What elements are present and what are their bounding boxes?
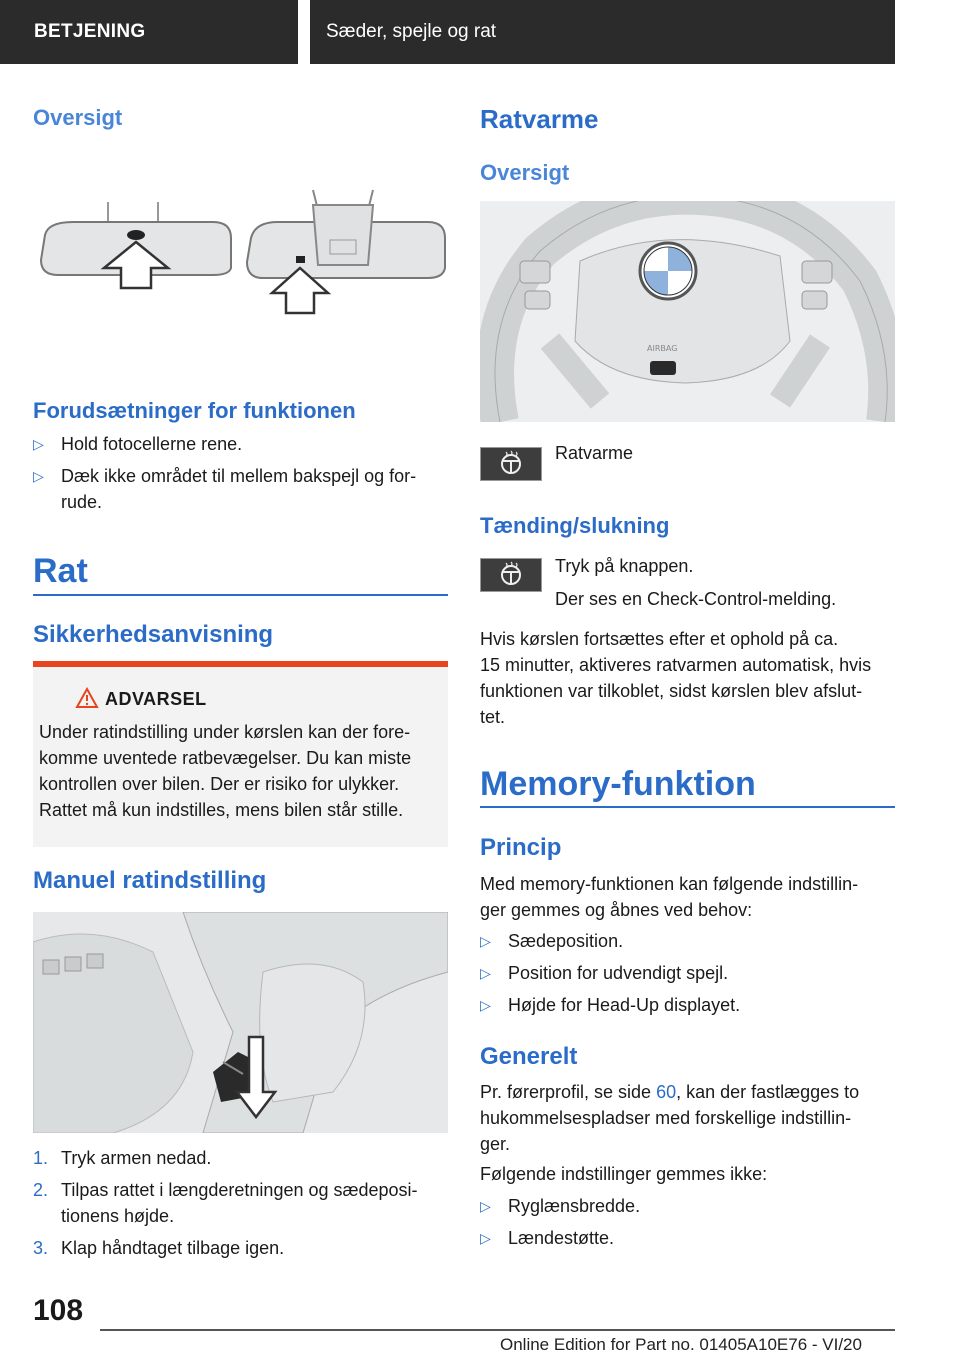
step-item: 2. Tilpas rattet i længderetningen og sædeposi- tionens højde. <box>33 1180 418 1226</box>
memory-function-heading: Memory-funktion <box>480 765 756 803</box>
steering-column-image <box>33 912 448 1133</box>
press-button-text: Tryk på knappen. <box>555 556 694 576</box>
edition-text: Online Edition for Part no. 01405A10E76 - VI/20 <box>500 1335 862 1354</box>
chapter-tab[interactable]: Sæder, spejle og rat <box>310 0 895 64</box>
warning-label: ADVARSEL <box>105 689 207 709</box>
mirror-illustration <box>33 150 448 375</box>
principle-heading: Princip <box>480 834 562 861</box>
oversigt-heading-left: Oversigt <box>33 105 123 130</box>
step-item: 3. Klap håndtaget tilbage igen. <box>33 1238 285 1258</box>
rat-heading: Rat <box>33 552 88 590</box>
page-header <box>0 0 960 66</box>
auto-activation-paragraph: Hvis kørslen fortsættes efter et ophold på ca. 15 minutter, aktiveres ratvarmen automatisk, hvis funktionen var tilkoblet, sidst kørslen blev afslut- tet. <box>480 629 872 727</box>
heated-wheel-icon <box>481 448 541 480</box>
general-text: Pr. førerprofil, se side 60, kan der fastlægges to hukommelsespladser med forskellige indstillin- ger. <box>480 1082 860 1154</box>
triangle-bullet-icon: ▷ <box>33 468 44 484</box>
svg-text:AIRBAG: AIRBAG <box>647 344 678 353</box>
triangle-bullet-icon: ▷ <box>480 1198 491 1214</box>
section-tab[interactable]: BETJENING <box>0 0 298 64</box>
triangle-bullet-icon: ▷ <box>480 933 491 949</box>
section-divider <box>33 594 448 596</box>
not-saved-intro: Følgende indstillinger gemmes ikke: <box>480 1164 768 1184</box>
list-item: ▷ Position for udvendigt spejl. <box>480 960 895 986</box>
heated-steering-button-icon[interactable] <box>480 447 542 481</box>
list-item: ▷ Ryglænsbredde. <box>480 1193 895 1219</box>
page-number: 108 <box>33 1294 84 1327</box>
triangle-bullet-icon: ▷ <box>480 965 491 981</box>
warning-triangle-icon <box>75 687 99 709</box>
triangle-bullet-icon: ▷ <box>480 997 491 1013</box>
list-item: ▷ Dæk ikke området til mellem bakspejl og for- rude. <box>33 463 448 515</box>
steering-wheel-image <box>480 201 895 422</box>
step-item: 1. Tryk armen nedad. <box>33 1148 212 1168</box>
on-off-heading: Tænding/slukning <box>480 513 670 538</box>
general-heading: Generelt <box>480 1043 578 1070</box>
section-divider <box>480 806 895 808</box>
check-control-text: Der ses en Check-Control-melding. <box>555 589 837 609</box>
page-60-link[interactable]: 60 <box>656 1082 677 1102</box>
list-item: ▷ Lændestøtte. <box>480 1225 895 1251</box>
warning-text: Under ratindstilling under kørslen kan der fore- komme uventede ratbevægelser. Du kan miste kontrollen over bilen. Der er risiko for ulykker. Rattet må kun indstilles, mens bilen står stille. <box>39 722 412 820</box>
safety-heading: Sikkerhedsanvisning <box>33 621 274 648</box>
list-item: ▷ Sædeposition. <box>480 928 895 954</box>
button-caption: Ratvarme <box>555 443 634 463</box>
list-item: ▷ Hold fotocellerne rene. <box>33 431 448 457</box>
rearview-mirror-image <box>33 150 448 375</box>
heated-steering-button-icon[interactable] <box>480 558 542 592</box>
oversigt-heading-right: Oversigt <box>480 160 570 185</box>
list-item: ▷ Højde for Head-Up displayet. <box>480 992 895 1018</box>
triangle-bullet-icon: ▷ <box>480 1230 491 1246</box>
heated-wheel-heading: Ratvarme <box>480 104 599 134</box>
prerequisites-heading: Forudsætninger for funktionen <box>33 398 356 423</box>
steering-wheel-illustration <box>480 201 895 422</box>
manual-adjust-heading: Manuel ratindstilling <box>33 867 267 894</box>
principle-text: Med memory-funktionen kan følgende indstillin- ger gemmes og åbnes ved behov: <box>480 874 859 920</box>
warning-box <box>33 661 448 847</box>
heated-wheel-icon <box>481 559 541 591</box>
triangle-bullet-icon: ▷ <box>33 436 44 452</box>
steering-column-illustration <box>33 912 448 1133</box>
footer-divider <box>100 1329 895 1331</box>
